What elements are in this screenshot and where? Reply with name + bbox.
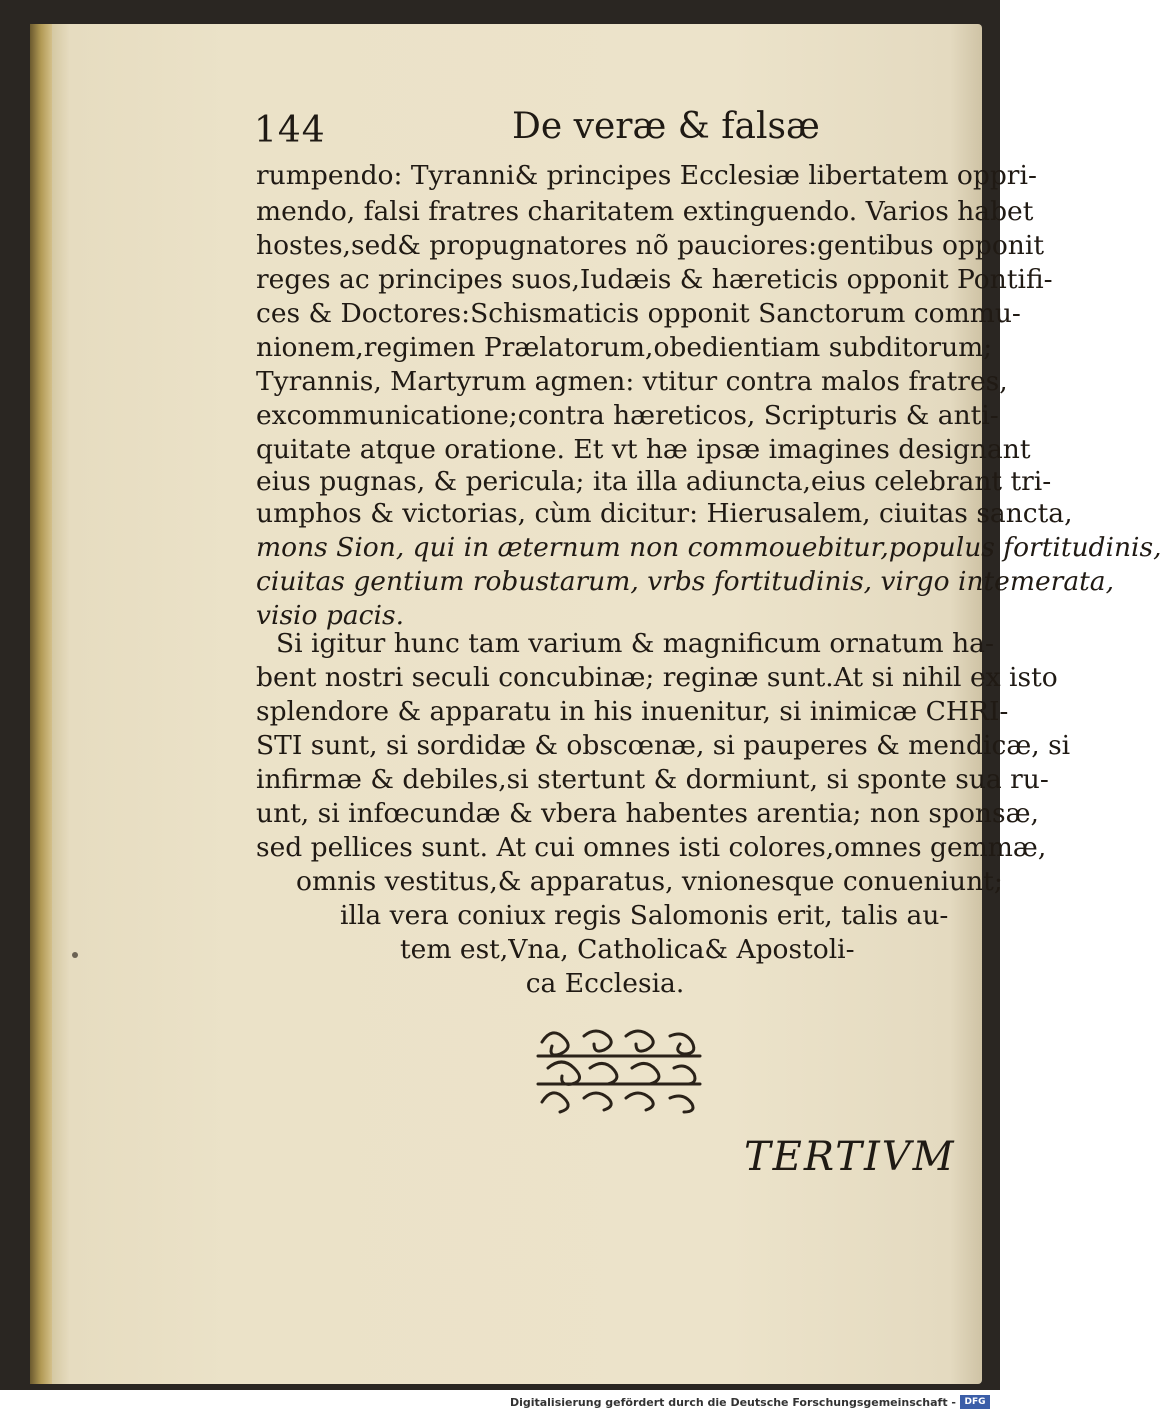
text-line: infirmæ & debiles,si stertunt & dormiunt, si sponte sua ru-	[256, 764, 1049, 795]
text-line: splendore & apparatu in his inuenitur, si inimicæ CHRI-	[256, 696, 1009, 727]
text-line-tapered: tem est,Vna, Catholica& Apostoli-	[400, 934, 855, 965]
text-line: unt, si infœcundæ & vbera habentes arentia; non sponsæ,	[256, 798, 1039, 829]
printers-ornament	[534, 1022, 704, 1114]
text-line: bent nostri seculi concubinæ; reginæ sunt.At si nihil ex isto	[256, 662, 1058, 693]
running-head: De veræ & falsæ	[512, 106, 820, 147]
digitization-credit: Digitalisierung gefördert durch die Deutsche Forschungsgemeinschaft -	[509, 1396, 956, 1409]
catchword: TERTIVM	[744, 1134, 956, 1180]
text-line-tapered: omnis vestitus,& apparatus, vnionesque conueniunt;	[296, 866, 1003, 897]
text-line-italic: ciuitas gentium robustarum, vrbs fortitudinis, virgo intemerata,	[256, 566, 1115, 597]
text-line: umphos & victorias, cùm dicitur: Hierusalem, ciuitas sancta,	[256, 498, 1073, 529]
paragraph-start-line: Si igitur hunc tam varium & magnificum ornatum ha-	[276, 628, 994, 659]
page-gutter-edge	[30, 24, 52, 1384]
paper-speck	[72, 952, 78, 958]
text-line: hostes,sed& propugnatores nõ pauciores:gentibus opponit	[256, 230, 1044, 261]
text-line: ces & Doctores:Schismaticis opponit Sanctorum commu-	[256, 298, 1021, 329]
text-line: mendo, falsi fratres charitatem extinguendo. Varios habet	[256, 196, 1034, 227]
dfg-logo-icon: DFG	[960, 1395, 990, 1409]
text-line: eius pugnas, & pericula; ita illa adiuncta,eius celebrant tri-	[256, 466, 1052, 497]
text-line: nionem,regimen Prælatorum,obedientiam subditorum;	[256, 332, 993, 363]
text-line-italic: visio pacis.	[256, 600, 405, 631]
text-line: reges ac principes suos,Iudæis & hæreticis opponit Pontifi-	[256, 264, 1053, 295]
text-line: rumpendo: Tyranni& principes Ecclesiæ libertatem oppri-	[256, 160, 1037, 191]
text-line: sed pellices sunt. At cui omnes isti colores,omnes gemmæ,	[256, 832, 1047, 863]
page-number: 144	[254, 110, 326, 151]
text-line: STI sunt, si sordidæ & obscœnæ, si pauperes & mendicæ, si	[256, 730, 1071, 761]
text-line: quitate atque oratione. Et vt hæ ipsæ imagines designant	[256, 434, 1031, 465]
text-line-tapered: illa vera coniux regis Salomonis erit, talis au-	[340, 900, 949, 931]
text-line: Tyrannis, Martyrum agmen: vtitur contra malos fratres,	[256, 366, 1008, 397]
text-line: excommunicatione;contra hæreticos, Scripturis & anti-	[256, 400, 999, 431]
text-line-italic: mons Sion, qui in æternum non commouebitur,populus fortitudinis,	[256, 532, 1162, 563]
text-line-tapered: ca Ecclesia.	[525, 968, 685, 999]
